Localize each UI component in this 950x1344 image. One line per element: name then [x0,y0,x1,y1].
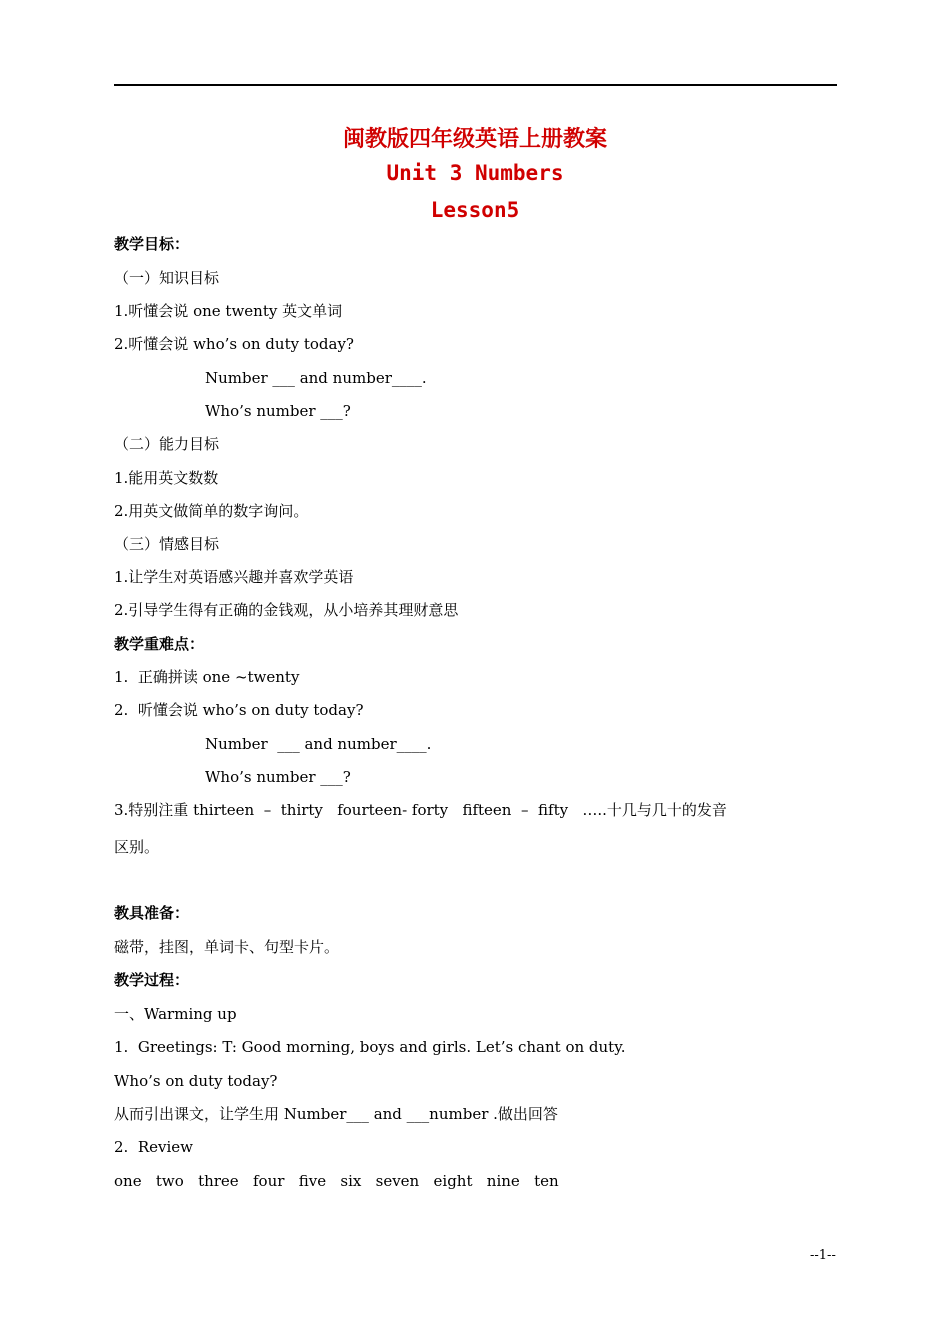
text-line: 2.引导学生得有正确的金钱观，从小培养其理财意思 [114,601,459,619]
header-rule [114,84,837,86]
text-line-indented: Who’s number ___? [205,768,351,786]
text-line: 1.让学生对英语感兴趣并喜欢学英语 [114,568,354,586]
subheading-ability: （二）能力目标 [114,435,220,453]
section-heading-process: 教学过程： [114,971,190,989]
text-line: 磁带，挂图，单词卡、句型卡片。 [114,938,340,956]
text-line: 2. 听懂会说 who’s on duty today? [114,701,364,719]
document-title: 闽教版四年级英语上册教案 [342,126,607,152]
text-line: 1.听懂会说 one twenty 英文单词 [114,302,343,320]
section-heading-objectives: 教学目标： [114,235,190,253]
subheading-knowledge: （一）知识目标 [114,269,220,287]
text-line: 3.特别注重 thirteen – thirty fourteen- forty fifteen – fifty …..十几与几十的发音 [114,801,727,819]
text-line: 1. Greetings: T: Good morning, boys and girls. Let’s chant on duty. [114,1038,626,1056]
text-line: 1. 正确拼读 one ~twenty [114,668,300,686]
text-line-indented: Who’s number ___? [205,402,351,420]
text-line: one two three four five six seven eight nine ten [114,1172,559,1190]
text-line: 一、Warming up [114,1005,237,1023]
section-heading-materials: 教具准备： [114,904,190,922]
section-heading-key-points: 教学重难点： [114,635,205,653]
text-line-indented: Number ___ and number____. [205,369,427,387]
page-number: --1-- [810,1248,836,1263]
text-line: 2.听懂会说 who’s on duty today? [114,335,354,353]
unit-title: Unit 3 Numbers [386,161,564,185]
text-line: 2.用英文做简单的数字询问。 [114,502,309,520]
text-line: 2. Review [114,1138,194,1156]
lesson-title: Lesson5 [430,198,520,222]
text-line-indented: Number ___ and number____. [205,735,432,753]
text-line: 从而引出课文，让学生用 Number___ and ___number .做出回答 [114,1105,558,1123]
text-line: 1.能用英文数数 [114,469,219,487]
text-line: Who’s on duty today? [114,1072,278,1090]
text-line: 区别。 [114,838,160,856]
subheading-emotion: （三）情感目标 [114,535,220,553]
